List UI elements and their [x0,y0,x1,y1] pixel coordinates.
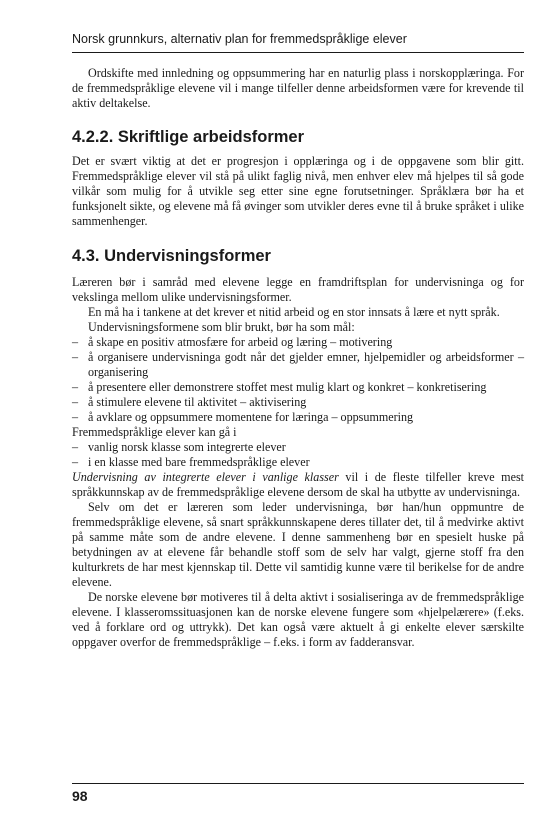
paragraph-norske-elever: De norske elevene bør motiveres til å delta aktivt i sosialiseringa av de fremmedspråklige elevene. I klasseromssituasjonen kan de norske elevene fungere som «hjelpelærere» (f.eks. ved å forklare ord og uttrykk). Det kan også være aktuelt å gi enkelte elever særskilte oppgaver overfor de fremmedspråklige – f.eks. i form av fadderansvar. [72,590,524,649]
list-item-text: å avklare og oppsummere momentene for læringa – oppsummering [88,410,414,424]
list-item-text: å presentere eller demonstrere stoffet mest mulig klart og konkret – konkretisering [88,380,487,394]
dash-marker: – [72,410,79,424]
dash-marker: – [72,455,79,469]
header-rule [72,52,524,53]
paragraph-nytt-sprak: En må ha i tankene at det krever et nitid arbeid og en stor innsats å lære et nytt språk. [88,305,500,319]
page-content [72,66,524,650]
footer-rule [72,783,524,784]
placement-intro: Fremmedspråklige elever kan gå i [72,425,237,439]
list-item-text: vanlig norsk klasse som integrerte elever [88,440,286,454]
goals-list [72,335,524,425]
paragraph-mal-intro: Undervisningsformene som blir brukt, bør ha som mål: [88,320,355,334]
dash-marker: – [72,350,79,364]
intro-paragraph: Ordskifte med innledning og oppsummering har en naturlig plass i norskopplæringa. For de fremmedspråklige elevene vil i mange tilfeller denne arbeidsformen være for krevende til aktiv deltakelse. [72,66,524,110]
list-item [72,350,524,380]
list-item [72,440,524,455]
placement-list [72,440,524,470]
list-item-text: i en klasse med bare fremmedspråklige elever [88,455,310,469]
paragraph-text: vil i de fleste tilfeller kreve mest språkkunnskap av de fremmedspråklige elevene dersom de skal ha utbytte av undervisninga. [72,470,525,499]
dash-marker: – [72,440,79,454]
list-item-text: å skape en positiv atmosfære for arbeid og læring – motivering [88,335,393,349]
page-number: 98 [72,788,88,804]
list-item-text: å organisere undervisninga godt når det gjelder emner, hjelpemidler og arbeidsformer – organisering [88,350,524,379]
dash-marker: – [72,380,79,394]
running-header: Norsk grunnkurs, alternativ plan for fremmedspråklige elever [72,32,407,46]
list-item [72,335,524,350]
list-item [72,410,524,425]
italic-phrase: Undervisning av integrerte elever i vanlige klasser [72,470,339,484]
list-item [72,380,524,395]
dash-marker: – [72,335,79,349]
list-item [72,395,524,410]
paragraph-integrerte-elever [72,470,524,500]
dash-marker: – [72,395,79,409]
section-heading-undervisningsformer: 4.3. Undervisningsformer [72,247,271,265]
section-heading-skriftlige-arbeidsformer: 4.2.2. Skriftlige arbeidsformer [72,128,305,146]
list-item-text: å stimulere elevene til aktivitet – aktivisering [88,395,307,409]
paragraph-framdriftsplan: Læreren bør i samråd med elevene legge en framdriftsplan for undervisninga og for vekslinga mellom ulike undervisningsformer. [72,275,524,304]
paragraph-laereren: Selv om det er læreren som leder undervisninga, bør han/hun oppmuntre de fremmedspråklige elevene, så snart språkkunnskapene deres tillater det, til å medvirke aktivt på samme måte som de andre elevene. I denne sammenheng bør en spesielt huske på betydningen av at elevene får behandle stoff som de selv har valgt, gjerne stoff fra den kulturkrets de har mest kjennskap til. Dette vil samtidig kunne være til berikelse for de andre elevene. [72,500,524,589]
list-item [72,455,524,470]
paragraph-skriftlige-arbeidsformer: Det er svært viktig at det er progresjon i opplæringa og i de oppgavene som blir gitt. Fremmedspråklige elever vil stå på ulikt faglig nivå, men enhver elev må hjelpes til så gode vilkår som mulig for å utvikle seg etter sine egne forutsetninger. Språklæra bør ha et funksjonelt sikte, og elevene må få øvinger som utvikler deres evne til å bruke språket i ulike sammenhenger. [72,154,524,228]
